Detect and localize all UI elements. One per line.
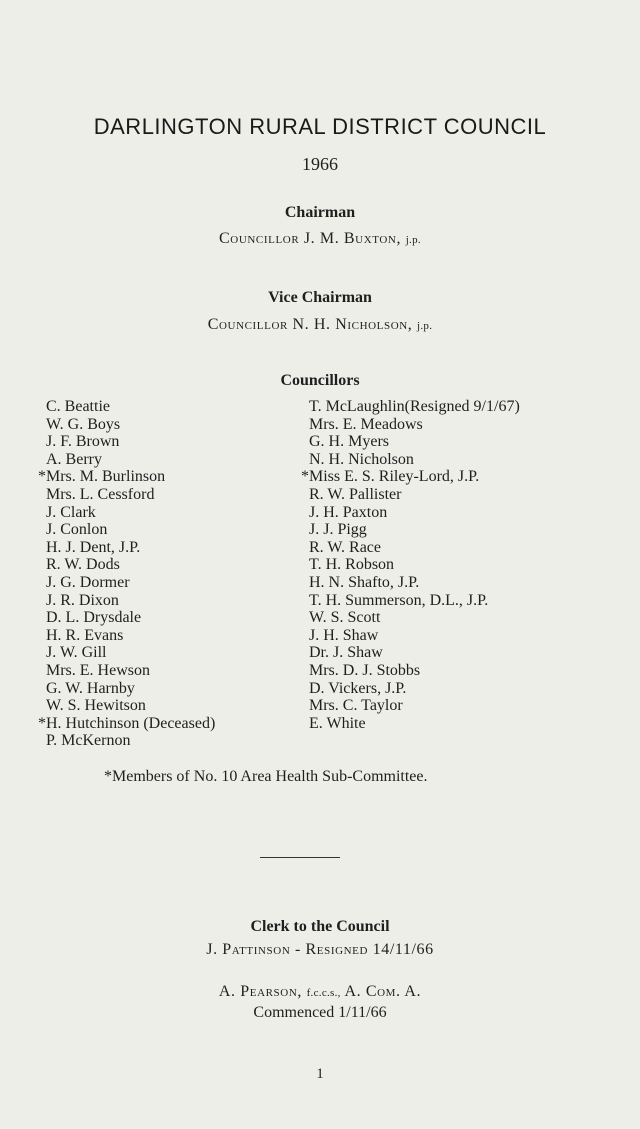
- councillor-name: R. W. Pallister: [309, 485, 402, 503]
- councillor-name: D. L. Drysdale: [46, 609, 142, 627]
- councillor-name: T. H. Robson: [309, 556, 395, 574]
- vice-chairman-heading: Vice Chairman: [268, 289, 372, 306]
- clerk-current: A. Pearson, f.c.c.s., A. Com. A.: [218, 983, 422, 1000]
- councillor-name: Mrs. E. Meadows: [309, 415, 423, 433]
- councillor-name: *H. Hutchinson (Deceased): [38, 714, 216, 732]
- councillor-name: J. R. Dixon: [46, 591, 119, 609]
- councillor-name: T. H. Summerson, D.L., J.P.: [309, 591, 489, 609]
- council-title: DARLINGTON RURAL DISTRICT COUNCIL: [93, 114, 547, 139]
- councillor-name: J. F. Brown: [46, 433, 120, 451]
- chairman-heading: Chairman: [284, 204, 356, 221]
- councillor-name: Mrs. L. Cessford: [46, 485, 155, 503]
- councillors-list-left: [38, 398, 216, 750]
- vice-chairman-name: Councillor N. H. Nicholson, j.p.: [207, 316, 433, 333]
- councillor-name: J. H. Paxton: [309, 503, 388, 521]
- councillor-name: W. S. Scott: [309, 609, 381, 627]
- councillor-name: A. Berry: [46, 450, 102, 468]
- clerk-heading: Clerk to the Council: [250, 918, 390, 935]
- councillor-name: G. W. Harnby: [46, 679, 135, 697]
- clerk-former: J. Pattinson - Resigned 14/11/66: [206, 941, 434, 958]
- councillor-name: G. H. Myers: [309, 433, 389, 451]
- councillor-name: N. H. Nicholson: [309, 450, 414, 468]
- councillor-name: W. S. Hewitson: [46, 697, 146, 715]
- councillor-name: H. J. Dent, J.P.: [46, 538, 141, 556]
- councillor-name: J. W. Gill: [46, 644, 107, 662]
- councillor-name: J. G. Dormer: [46, 573, 130, 591]
- councillor-name: T. McLaughlin(Resigned 9/1/67): [309, 398, 520, 415]
- footnote: *Members of No. 10 Area Health Sub-Committee.: [104, 768, 428, 785]
- councillor-name: J. Conlon: [46, 521, 108, 539]
- councillor-name: Mrs. C. Taylor: [309, 697, 403, 715]
- councillor-name: H. N. Shafto, J.P.: [309, 573, 420, 591]
- section-divider: [260, 857, 340, 858]
- clerk-commenced: Commenced 1/11/66: [253, 1004, 387, 1021]
- councillor-name: D. Vickers, J.P.: [309, 679, 407, 697]
- councillor-name: *Miss E. S. Riley-Lord, J.P.: [301, 468, 480, 486]
- councillor-name: Mrs. E. Hewson: [46, 661, 150, 679]
- year: 1966: [302, 154, 338, 174]
- page-number: 1: [316, 1066, 324, 1082]
- councillor-name: H. R. Evans: [46, 626, 124, 644]
- chairman-name: Councillor J. M. Buxton, j.p.: [219, 230, 421, 247]
- councillor-name: J. J. Pigg: [309, 521, 367, 539]
- councillor-name: R. W. Race: [309, 538, 381, 556]
- councillor-name: *Mrs. M. Burlinson: [38, 468, 166, 486]
- councillor-name: J. H. Shaw: [309, 626, 379, 644]
- councillors-heading: Councillors: [280, 372, 360, 389]
- councillor-name: P. McKernon: [46, 732, 131, 750]
- councillor-name: J. Clark: [46, 503, 96, 521]
- councillor-name: Mrs. D. J. Stobbs: [309, 661, 421, 679]
- councillor-name: Dr. J. Shaw: [309, 644, 383, 662]
- councillor-name: E. White: [309, 714, 366, 732]
- councillor-name: W. G. Boys: [46, 415, 121, 433]
- councillors-list-right: [301, 398, 520, 732]
- councillor-name: C. Beattie: [46, 398, 110, 415]
- councillor-name: R. W. Dods: [46, 556, 120, 574]
